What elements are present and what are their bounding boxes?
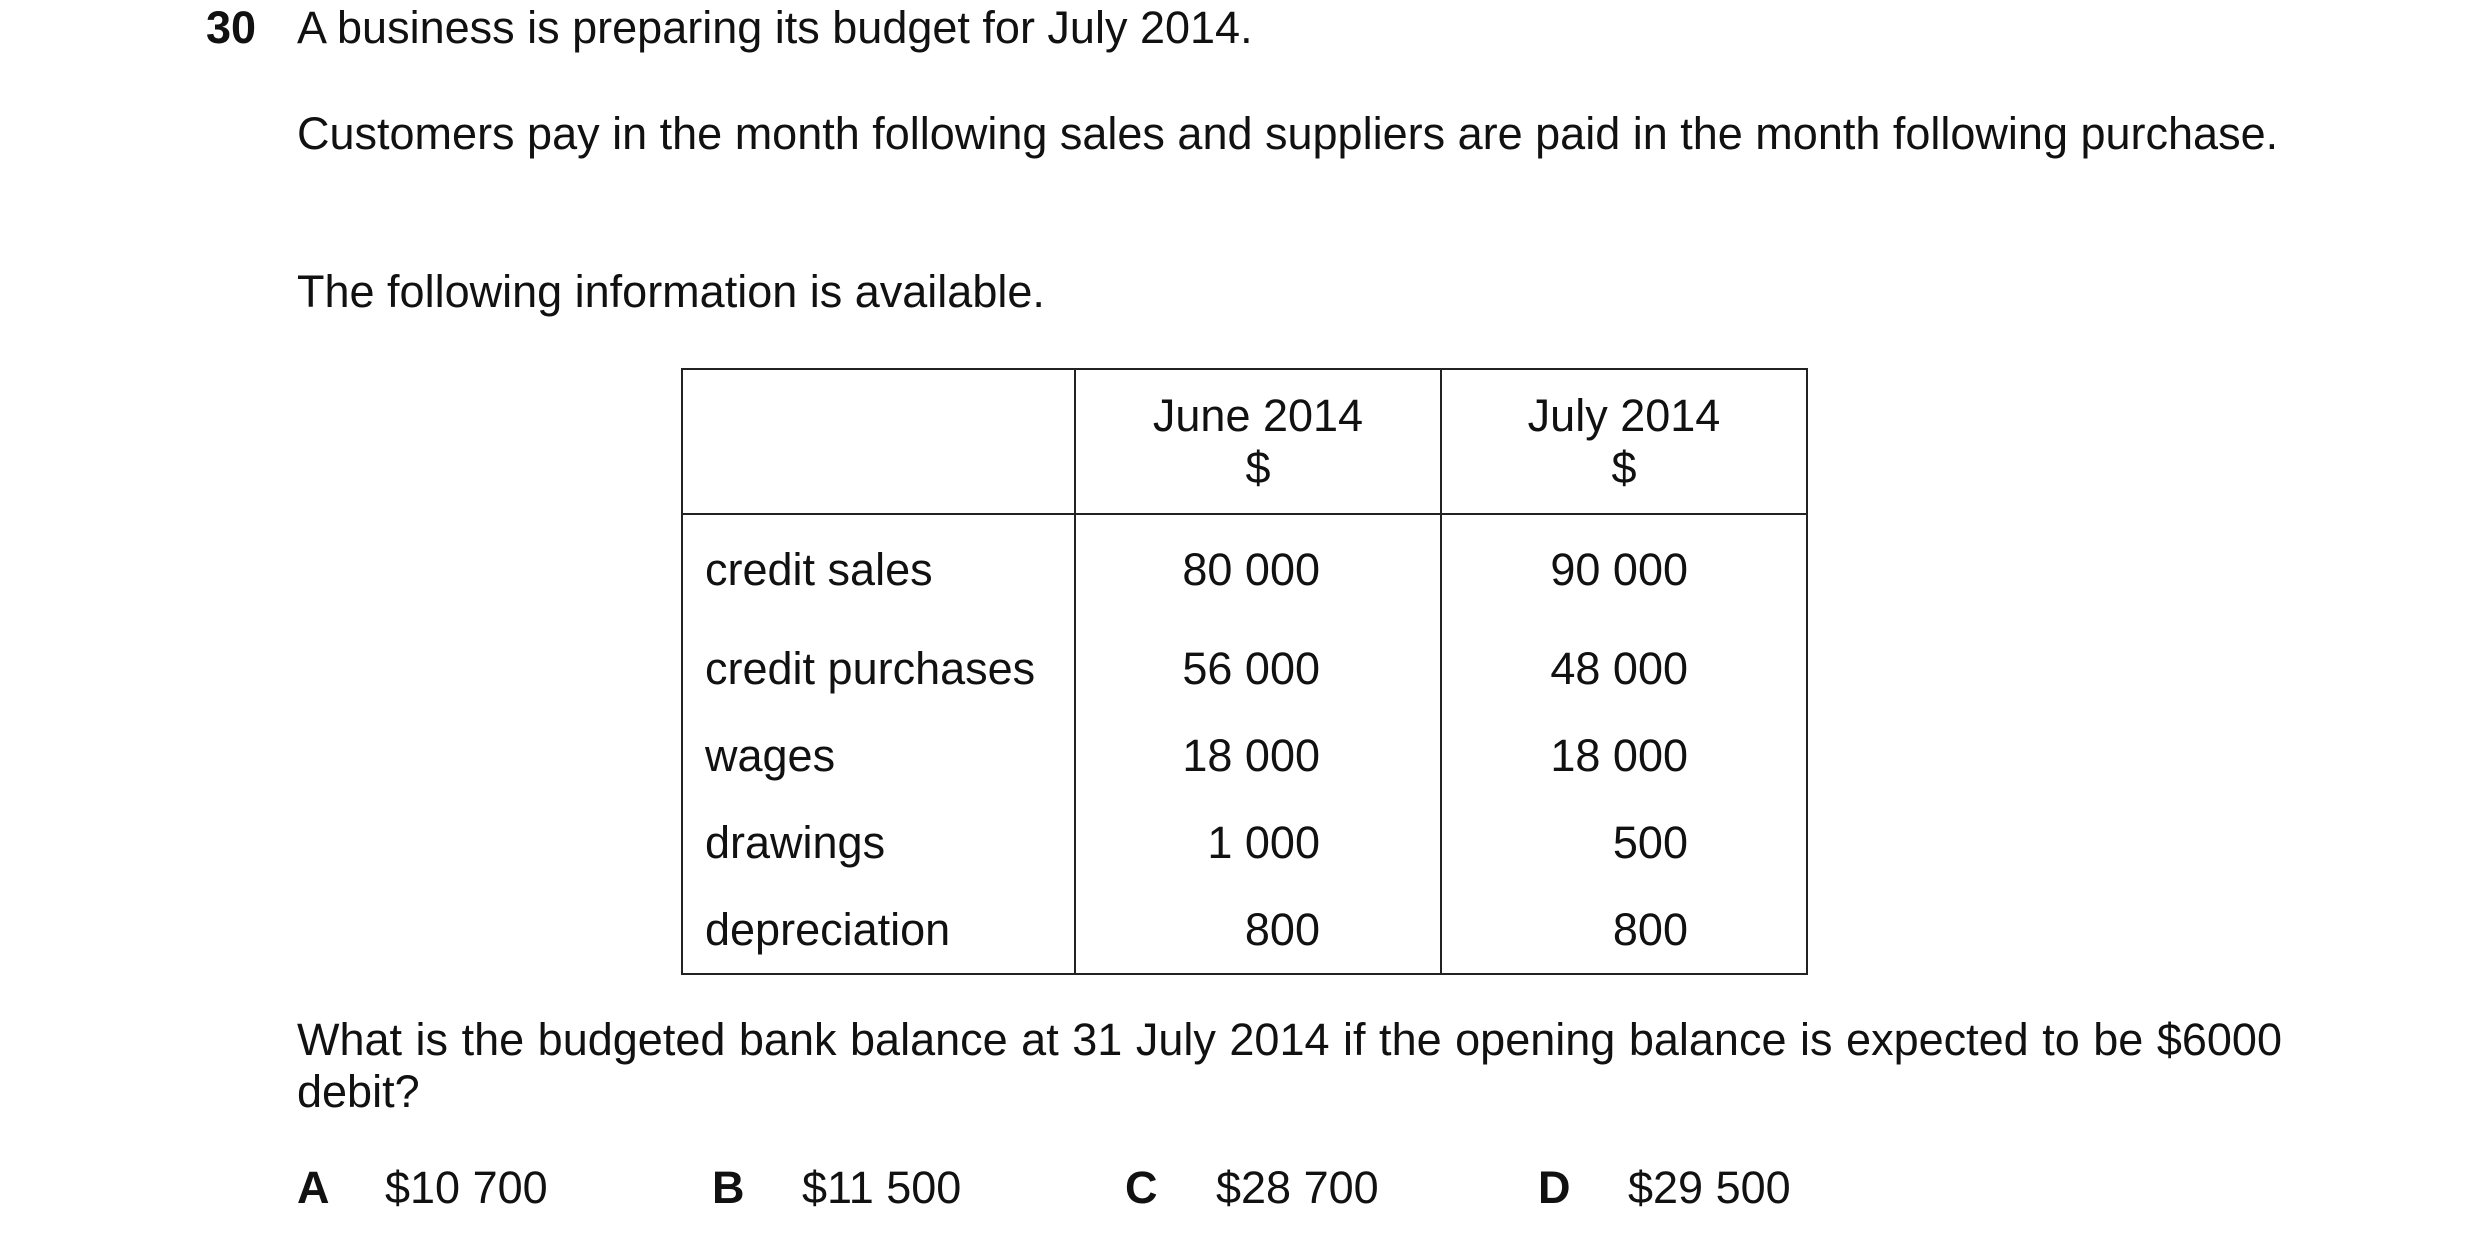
row-label-credit-purchases: credit purchases bbox=[682, 625, 1075, 712]
option-b-letter: B bbox=[712, 1162, 745, 1213]
row-label-credit-sales: credit sales bbox=[682, 514, 1075, 625]
option-a-value: $10 700 bbox=[385, 1162, 548, 1213]
cell-july-credit-sales: 90 000 bbox=[1441, 514, 1807, 625]
cell-june-depreciation: 800 bbox=[1075, 886, 1441, 974]
option-a[interactable] bbox=[297, 1158, 548, 1218]
option-c-value: $28 700 bbox=[1216, 1162, 1379, 1213]
cell-july-wages: 18 000 bbox=[1441, 712, 1807, 799]
cell-july-drawings: 500 bbox=[1441, 799, 1807, 886]
header-june-month: June 2014 bbox=[1152, 389, 1364, 441]
cell-june-credit-sales: 80 000 bbox=[1075, 514, 1441, 625]
option-d-value: $29 500 bbox=[1628, 1162, 1791, 1213]
header-july-month: July 2014 bbox=[1527, 389, 1721, 441]
header-june bbox=[1075, 369, 1441, 514]
option-d[interactable] bbox=[1538, 1158, 1791, 1218]
question-number: 30 bbox=[206, 2, 257, 53]
option-a-letter: A bbox=[297, 1162, 330, 1213]
option-c-letter: C bbox=[1125, 1162, 1158, 1213]
answer-options bbox=[0, 1158, 2480, 1218]
table-row bbox=[682, 514, 1807, 625]
question-intro: A business is preparing its budget for July 2014. bbox=[297, 2, 1253, 53]
option-b-value: $11 500 bbox=[802, 1162, 962, 1213]
option-d-letter: D bbox=[1538, 1162, 1571, 1213]
header-empty-cell bbox=[682, 369, 1075, 514]
row-label-depreciation: depreciation bbox=[682, 886, 1075, 974]
option-c[interactable] bbox=[1125, 1158, 1379, 1218]
header-july bbox=[1441, 369, 1807, 514]
table-row bbox=[682, 886, 1807, 974]
cell-june-credit-purchases: 56 000 bbox=[1075, 625, 1441, 712]
header-june-unit: $ bbox=[1245, 441, 1271, 493]
table-header-row bbox=[682, 369, 1807, 514]
info-lead-text: The following information is available. bbox=[297, 266, 1045, 317]
question-prompt: What is the budgeted bank balance at 31 July 2014 if the opening balance is expected to be $6000 debit? bbox=[297, 1014, 2282, 1117]
table-row bbox=[682, 712, 1807, 799]
cell-july-depreciation: 800 bbox=[1441, 886, 1807, 974]
option-b[interactable] bbox=[712, 1158, 962, 1218]
budget-table bbox=[681, 368, 1808, 975]
header-july-unit: $ bbox=[1611, 441, 1637, 493]
cell-july-credit-purchases: 48 000 bbox=[1441, 625, 1807, 712]
table-row bbox=[682, 799, 1807, 886]
row-label-wages: wages bbox=[682, 712, 1075, 799]
cell-june-wages: 18 000 bbox=[1075, 712, 1441, 799]
row-label-drawings: drawings bbox=[682, 799, 1075, 886]
payment-terms-text: Customers pay in the month following sales and suppliers are paid in the month following purchase. bbox=[297, 108, 2279, 159]
cell-june-drawings: 1 000 bbox=[1075, 799, 1441, 886]
table-row bbox=[682, 625, 1807, 712]
